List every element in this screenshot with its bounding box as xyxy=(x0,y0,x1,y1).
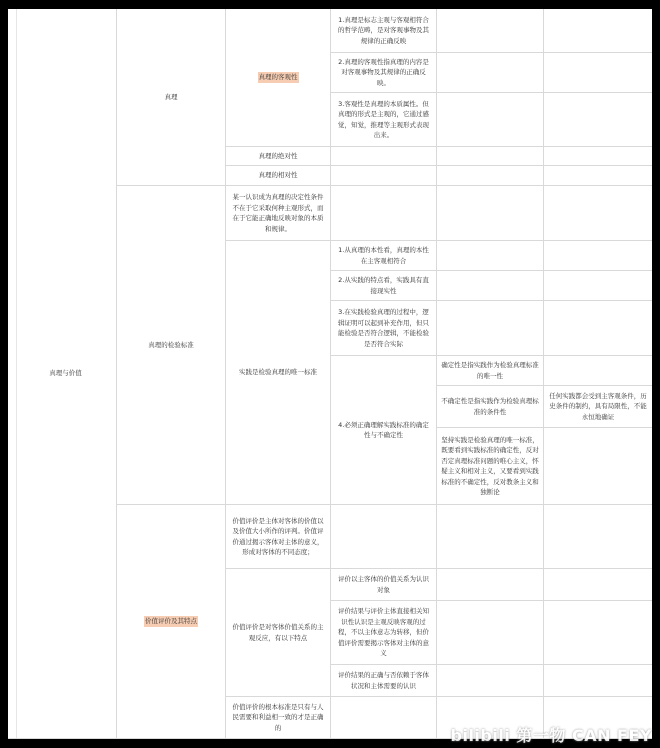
item-empty-test-definition xyxy=(331,186,437,241)
col5-empty-practice-3 xyxy=(437,301,544,356)
node-truth-relativity: 真理的相对性 xyxy=(226,166,331,186)
item-value-feature-1: 评价以主客体的价值关系为认识对象 xyxy=(331,569,437,601)
col6-empty-obj-1 xyxy=(544,9,652,53)
item-uncertainty: 不确定性是指实践作为检验真理标准的条件性 xyxy=(437,386,544,428)
col5-empty-obj-1 xyxy=(437,9,544,53)
col6-empty-value-3 xyxy=(544,665,652,697)
node-truth-absoluteness: 真理的绝对性 xyxy=(226,147,331,166)
node-value-evaluation-definition: 价值评价是主体对客体的价值以及价值大小所作的评判。价值评价通过揭示客体对主体的意义，形成对客体的不同态度； xyxy=(226,505,331,569)
col5-empty-value-2 xyxy=(437,601,544,665)
col5-empty-test-definition xyxy=(437,186,544,241)
col6-empty-value-2 xyxy=(544,601,652,665)
col5-empty-practice-1 xyxy=(437,241,544,271)
node-truth-objectivity-label: 真理的客观性 xyxy=(258,73,298,82)
node-value-evaluation-root-standard: 价值评价的根本标准是只有与人民需要和利益相一致的才是正确的 xyxy=(226,697,331,739)
item-value-feature-3: 评价结果的正确与否依赖于客体状况和主体需要的认识 xyxy=(331,665,437,697)
col5-empty-practice-2 xyxy=(437,271,544,301)
node-test-definition: 某一认识成为真理的决定性条件不在于它采取何种主观形式，而在于它能正确地反映对象的本质和规律。 xyxy=(226,186,331,241)
col6-empty-value-definition xyxy=(544,505,652,569)
col5-empty-relativity xyxy=(437,166,544,186)
item-empty-absoluteness xyxy=(331,147,437,166)
item-practice-2: 2.从实践的特点看，实践具有直接现实性 xyxy=(331,271,437,301)
item-objectivity-3: 3.客观性是真理的本质属性。但真理的形式是主观的，它通过感觉，知觉，推理等主观形式表现出来。 xyxy=(331,93,437,147)
item-adhere-practice-standard: 坚持实践是检验真理的唯一标准，既要看到实践标准的确定性，反对否定真理标准问题的唯心主义，怀疑主义和相对主义，又要看到实践标准的不确定性，反对教条主义和独断论 xyxy=(437,428,544,505)
node-value-evaluation xyxy=(117,505,226,739)
mind-map-table xyxy=(8,9,652,739)
col5-empty-value-1 xyxy=(437,569,544,601)
col5-empty-obj-3 xyxy=(437,93,544,147)
col5-empty-value-3 xyxy=(437,665,544,697)
col6-empty-test-definition xyxy=(544,186,652,241)
item-practice-4: 4.必须正确理解实践标准的确定性与不确定性 xyxy=(331,356,437,505)
item-objectivity-2: 2.真理的客观性指真理的内容是对客观事物及其规律的正确反映。 xyxy=(331,53,437,93)
node-truth-test-standard: 真理的检验标准 xyxy=(117,186,226,505)
item-empty-value-definition xyxy=(331,505,437,569)
node-value-evaluation-features: 价值评价是对客体价值关系的主观反应，有以下特点 xyxy=(226,569,331,697)
col6-empty-relativity xyxy=(544,166,652,186)
item-objectivity-1: 1.真理是标志主观与客观相符合的哲学范畴，是对客观事物及其规律的正确反映 xyxy=(331,9,437,53)
col5-empty-absoluteness xyxy=(437,147,544,166)
col6-empty-practice-3 xyxy=(544,301,652,356)
item-practice-3: 3.在实践检验真理的过程中，逻辑证明可以起到补充作用，但只能检验是否符合逻辑，不能检验是否符合实际 xyxy=(331,301,437,356)
node-value-evaluation-label: 价值评价及其特点 xyxy=(145,617,197,626)
bilibili-watermark: bilibili 第一物 CAN FEY xyxy=(450,726,652,745)
item-certainty: 确定性是指实践作为检验真理标准的唯一性 xyxy=(437,356,544,386)
col6-empty-obj-2 xyxy=(544,53,652,93)
topic-truth-and-value: 真理与价值 xyxy=(15,9,117,739)
item-value-feature-2: 评价结果与评价主体直接相关知识性认识是主观反映客观的过程，不以主体意志为转移，但价值评价需要揭示客体对主体的意义 xyxy=(331,601,437,665)
col5-empty-value-definition xyxy=(437,505,544,569)
col5-empty-obj-2 xyxy=(437,53,544,93)
node-practice-only-standard: 实践是检验真理的唯一标准 xyxy=(226,241,331,505)
item-empty-relativity xyxy=(331,166,437,186)
item-uncertainty-note: 任何实践都会受到主客观条件，历史条件的制约，具有局限性，不能永恒地确证 xyxy=(544,386,652,428)
col6-empty-value-1 xyxy=(544,569,652,601)
node-truth-objectivity xyxy=(226,9,331,147)
col6-empty-adhere xyxy=(544,428,652,505)
item-practice-1: 1.从真理的本性看，真理的本性在主客观相符合 xyxy=(331,241,437,271)
col6-empty-practice-2 xyxy=(544,271,652,301)
item-empty-root-standard xyxy=(331,697,437,739)
col6-empty-obj-3 xyxy=(544,93,652,147)
node-truth: 真理 xyxy=(117,9,226,186)
col6-empty-absoluteness xyxy=(544,147,652,166)
col6-empty-certainty xyxy=(544,356,652,386)
col6-empty-practice-1 xyxy=(544,241,652,271)
